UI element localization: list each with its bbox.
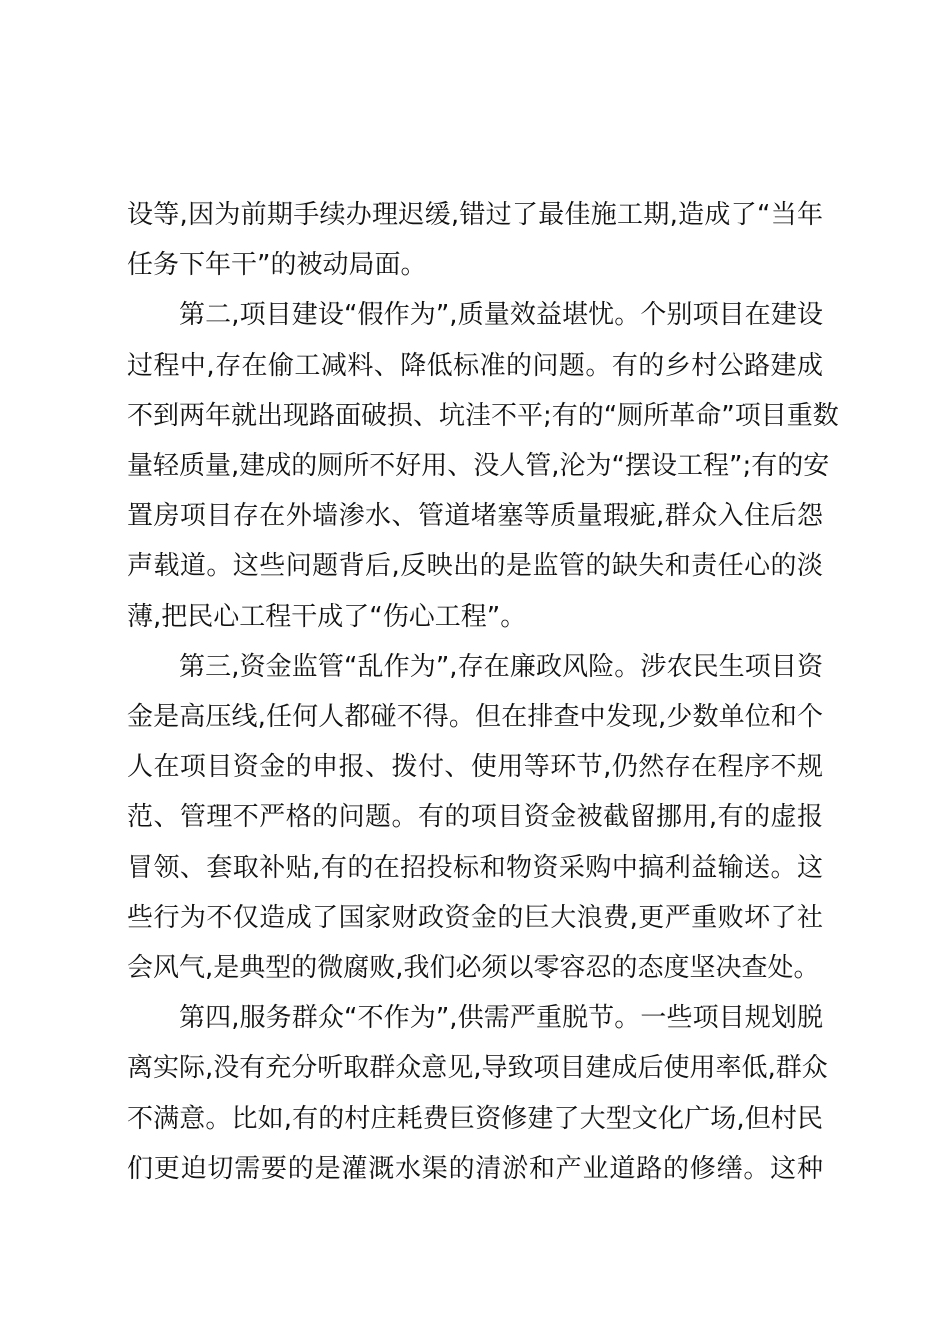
text-line: 会风气,是典型的微腐败,我们必须以零容忍的态度坚决查处。 — [127, 953, 820, 984]
text-line: 金是高压线,任何人都碰不得。但在排查中发现,少数单位和个 — [127, 702, 823, 733]
paragraph-2 — [127, 290, 839, 641]
text-line: 任务下年干”的被动局面。 — [127, 250, 427, 281]
text-line: 们更迫切需要的是灌溉水渠的清淤和产业道路的修缮。这种 — [127, 1153, 823, 1184]
text-line: 不满意。比如,有的村庄耗费巨资修建了大型文化广场,但村民 — [127, 1103, 823, 1134]
paragraph-4 — [127, 993, 827, 1194]
text-line: 范、管理不严格的问题。有的项目资金被截留挪用,有的虚报 — [127, 802, 823, 833]
body-text — [127, 190, 839, 1194]
text-line: 离实际,没有充分听取群众意见,导致项目建成后使用率低,群众 — [127, 1053, 828, 1084]
text-line: 设等,因为前期手续办理迟缓,错过了最佳施工期,造成了“当年 — [127, 200, 823, 230]
text-line: 第三,资金监管“乱作为”,存在廉政风险。涉农民生项目资 — [179, 651, 823, 682]
text-line: 人在项目资金的申报、拨付、使用等环节,仍然存在程序不规 — [127, 752, 823, 783]
text-line: 第四,服务群众“不作为”,供需严重脱节。一些项目规划脱 — [179, 1003, 823, 1034]
text-line: 薄,把民心工程干成了“伤心工程”。 — [127, 601, 527, 632]
text-line: 第二,项目建设“假作为”,质量效益堪忧。个别项目在建设 — [179, 300, 823, 331]
text-line: 量轻质量,建成的厕所不好用、没人管,沦为“摆设工程”;有的安 — [127, 451, 830, 482]
text-line: 置房项目存在外墙渗水、管道堵塞等质量瑕疵,群众入住后怨 — [127, 501, 823, 532]
paragraph-3 — [127, 642, 827, 993]
text-line: 不到两年就出现路面破损、坑洼不平;有的“厕所革命”项目重数 — [127, 400, 839, 431]
text-line: 些行为不仅造成了国家财政资金的巨大浪费,更严重败坏了社 — [127, 902, 823, 933]
text-line: 冒领、套取补贴,有的在招投标和物资采购中搞利益输送。这 — [127, 852, 823, 883]
text-line: 声载道。这些问题背后,反映出的是监管的缺失和责任心的淡 — [127, 551, 823, 582]
text-line: 过程中,存在偷工减料、降低标准的问题。有的乡村公路建成 — [127, 350, 823, 381]
paragraph-1 — [127, 190, 827, 290]
